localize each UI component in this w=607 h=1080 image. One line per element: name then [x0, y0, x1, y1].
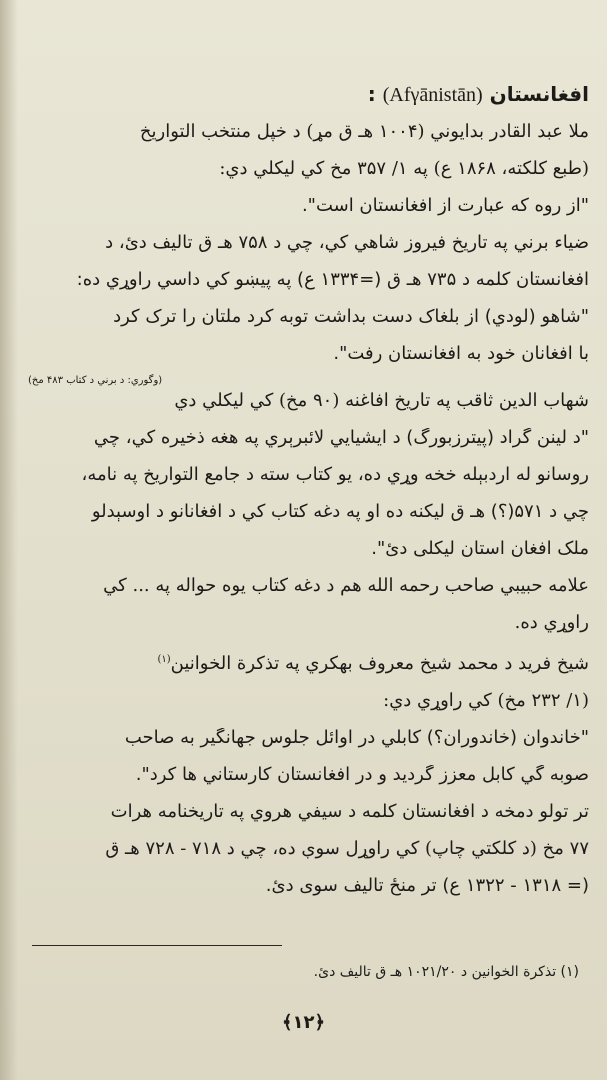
- quote-line: با افغانان خود به افغانستان رفت".: [333, 344, 589, 364]
- paragraph-line: (= ۱۳۱۸ - ۱۳۲۲ ع) تر منځ تاليف سوی دئ.: [265, 876, 589, 896]
- page-body: [28, 84, 589, 913]
- page-edge-shadow: [0, 0, 18, 1080]
- quote-line: ملک افغان استان ليکلی دئ".: [371, 539, 589, 559]
- quote-line: چي د ۵۷۱(؟) هـ ق ليکنه ده او په دغه کتاب کي د افغانانو د اوسېدلو: [91, 502, 589, 522]
- paragraph-line: افغانستان کلمه د ۷۳۵ هـ ق (=۱۳۳۴ ع) په پيښو کي داسي راوړي ده:: [76, 270, 589, 290]
- paragraph-line: (طبع کلکته، ۱۸۶۸ ع) په ۱/ ۳۵۷ مخ کي ليکلي دي:: [219, 159, 589, 179]
- quote-line: صوبه گي کابل معزز گرديد و در افغانستان کارستاني ها کرد".: [135, 765, 589, 785]
- paragraph-line: تر تولو دمخه د افغانستان کلمه د سيفي هروي په تاريخنامه هرات: [110, 802, 589, 822]
- paragraph-line: (۱/ ۲۳۲ مخ) کي راوړي دي:: [383, 691, 589, 711]
- paragraph-line: ضياء برني په تاريخ فيروز شاهي کي، چي د ۷۵۸ هـ ق تاليف دئ، د: [105, 233, 589, 253]
- footnote-marker: (۱): [157, 654, 171, 665]
- heading-colon: :: [367, 84, 376, 105]
- quote-line: "شاهو (لودي) از بلغاک دست بداشت توبه کرد ملتان را ترک کرد: [113, 307, 589, 327]
- paragraph-line: راوړي ده.: [514, 613, 589, 633]
- paragraph-line: ملا عبد القادر بدايوني (۱۰۰۴ هـ ق مړ) د خپل منتخب التواريخ: [139, 122, 589, 142]
- heading-transliteration: (Afγānistān): [382, 84, 483, 105]
- paragraph-line: ۷۷ مخ (د کلکتي چاپ) کي راوړل سوې ده، چي د ۷۱۸ - ۷۲۸ هـ ق: [105, 839, 589, 859]
- paragraph-line: [28, 650, 589, 674]
- footnote: (۱) تذکرة الخوانين د ۱۰۲۱/۲۰ هـ ق تاليف دئ.: [313, 964, 579, 980]
- quote-line: "د لينن گراد (پيترزبورگ) د ايشيايي لائبرېري په هغه ذخيره کي، چي: [93, 428, 589, 448]
- paragraph-line: شهاب الدين ثاقب په تاريخ افاغنه (۹۰ مخ) کي ليکلي دي: [174, 391, 589, 411]
- footnote-separator: [32, 945, 282, 946]
- section-heading: [28, 84, 589, 105]
- reference-note: (وگوري: د برني د کتاب ۴۸۳ مخ): [28, 375, 163, 386]
- paragraph-text: شيخ فريد د محمد شيخ معروف بهکري په تذکرة الخوانين: [170, 653, 589, 674]
- paragraph-line: علامه حبيبي صاحب رحمه الله هم د دغه کتاب يوه حواله په ... کي: [103, 576, 589, 596]
- quote-line: روسانو له اردبېله خخه وړي ده، يو کتاب سته د جامع التواريخ په نامه،: [81, 465, 589, 485]
- page-number: ﴿۱۲﴾: [281, 1012, 326, 1033]
- heading-title: افغانستان: [489, 84, 589, 105]
- quote-line: "از روه که عبارت از افغانستان است".: [301, 196, 589, 216]
- quote-line: "خاندوان (خاندوران؟) کابلي در اوائل جلوس جهانگير به صاحب: [124, 728, 589, 748]
